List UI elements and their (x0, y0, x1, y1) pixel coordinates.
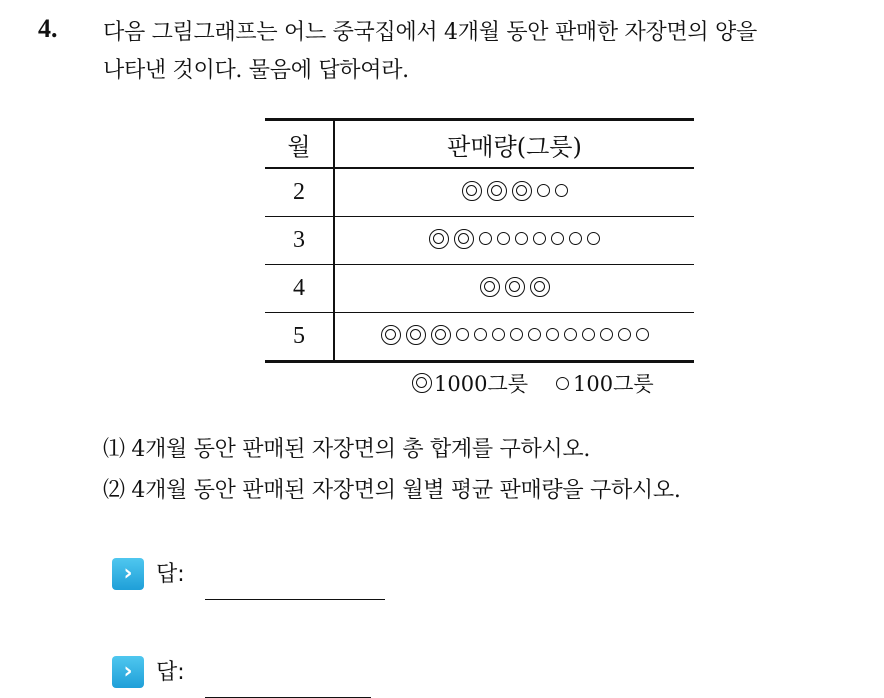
legend-big-label: 1000그릇 (434, 372, 529, 396)
question-text-line-1: 다음 그림그래프는 어느 중국집에서 4개월 동안 판매한 자장면의 양을 (103, 20, 757, 45)
legend-small-label: 100그릇 (573, 372, 654, 396)
answer-row-1 (112, 558, 385, 590)
circle-icon (551, 232, 564, 245)
header-sales: 판매량(그릇) (334, 120, 694, 169)
sales-icons (480, 277, 550, 297)
circle-icon (564, 328, 577, 341)
sales-cell (334, 313, 694, 362)
double-circle-icon (512, 181, 532, 201)
double-circle-icon (480, 277, 500, 297)
double-circle-icon (412, 373, 432, 393)
double-circle-icon (429, 229, 449, 249)
legend (412, 368, 654, 398)
circle-icon (600, 328, 613, 341)
circle-icon (537, 184, 550, 197)
month-cell: 5 (265, 313, 334, 362)
double-circle-icon (381, 325, 401, 345)
circle-icon (569, 232, 582, 245)
circle-icon (556, 377, 569, 390)
legend-big (412, 368, 528, 398)
circle-icon (510, 328, 523, 341)
pictograph-table (265, 118, 694, 363)
circle-icon (528, 328, 541, 341)
month-cell: 4 (265, 265, 334, 313)
sales-icons (429, 229, 600, 249)
table-body (265, 168, 694, 362)
circle-icon (636, 328, 649, 341)
circle-icon (497, 232, 510, 245)
legend-small (556, 368, 654, 398)
sub-question-1: ⑴ 4개월 동안 판매된 자장면의 총 합계를 구하시오. (103, 437, 591, 462)
question-text-line-2: 나타낸 것이다. 물음에 답하여라. (103, 58, 409, 83)
question-number: 4. (38, 14, 58, 43)
sub-question-2: ⑵ 4개월 동안 판매된 자장면의 월별 평균 판매량을 구하시오. (103, 478, 681, 503)
header-month: 월 (265, 120, 334, 169)
question-text (103, 14, 873, 90)
answer-label: 답: (156, 562, 185, 587)
circle-icon (474, 328, 487, 341)
double-circle-icon (487, 181, 507, 201)
sales-cell (334, 217, 694, 265)
answer-label: 답: (156, 660, 185, 685)
sales-cell (334, 265, 694, 313)
circle-icon (587, 232, 600, 245)
double-circle-icon (431, 325, 451, 345)
answer-row-2 (112, 656, 371, 688)
circle-icon (492, 328, 505, 341)
table-row (265, 265, 694, 313)
month-cell: 2 (265, 168, 334, 217)
circle-icon (479, 232, 492, 245)
sales-icons (381, 325, 649, 345)
sales-cell (334, 168, 694, 217)
double-circle-icon (505, 277, 525, 297)
month-cell: 3 (265, 217, 334, 265)
chevron-right-icon: › (112, 656, 144, 688)
sales-icons (462, 181, 568, 201)
circle-icon (582, 328, 595, 341)
circle-icon (546, 328, 559, 341)
circle-icon (533, 232, 546, 245)
double-circle-icon (462, 181, 482, 201)
double-circle-icon (454, 229, 474, 249)
circle-icon (515, 232, 528, 245)
chevron-right-icon: › (112, 558, 144, 590)
table-row (265, 217, 694, 265)
answer-blank-1[interactable] (205, 597, 385, 600)
table-row (265, 313, 694, 362)
circle-icon (618, 328, 631, 341)
circle-icon (456, 328, 469, 341)
double-circle-icon (530, 277, 550, 297)
double-circle-icon (406, 325, 426, 345)
circle-icon (555, 184, 568, 197)
table-row (265, 168, 694, 217)
